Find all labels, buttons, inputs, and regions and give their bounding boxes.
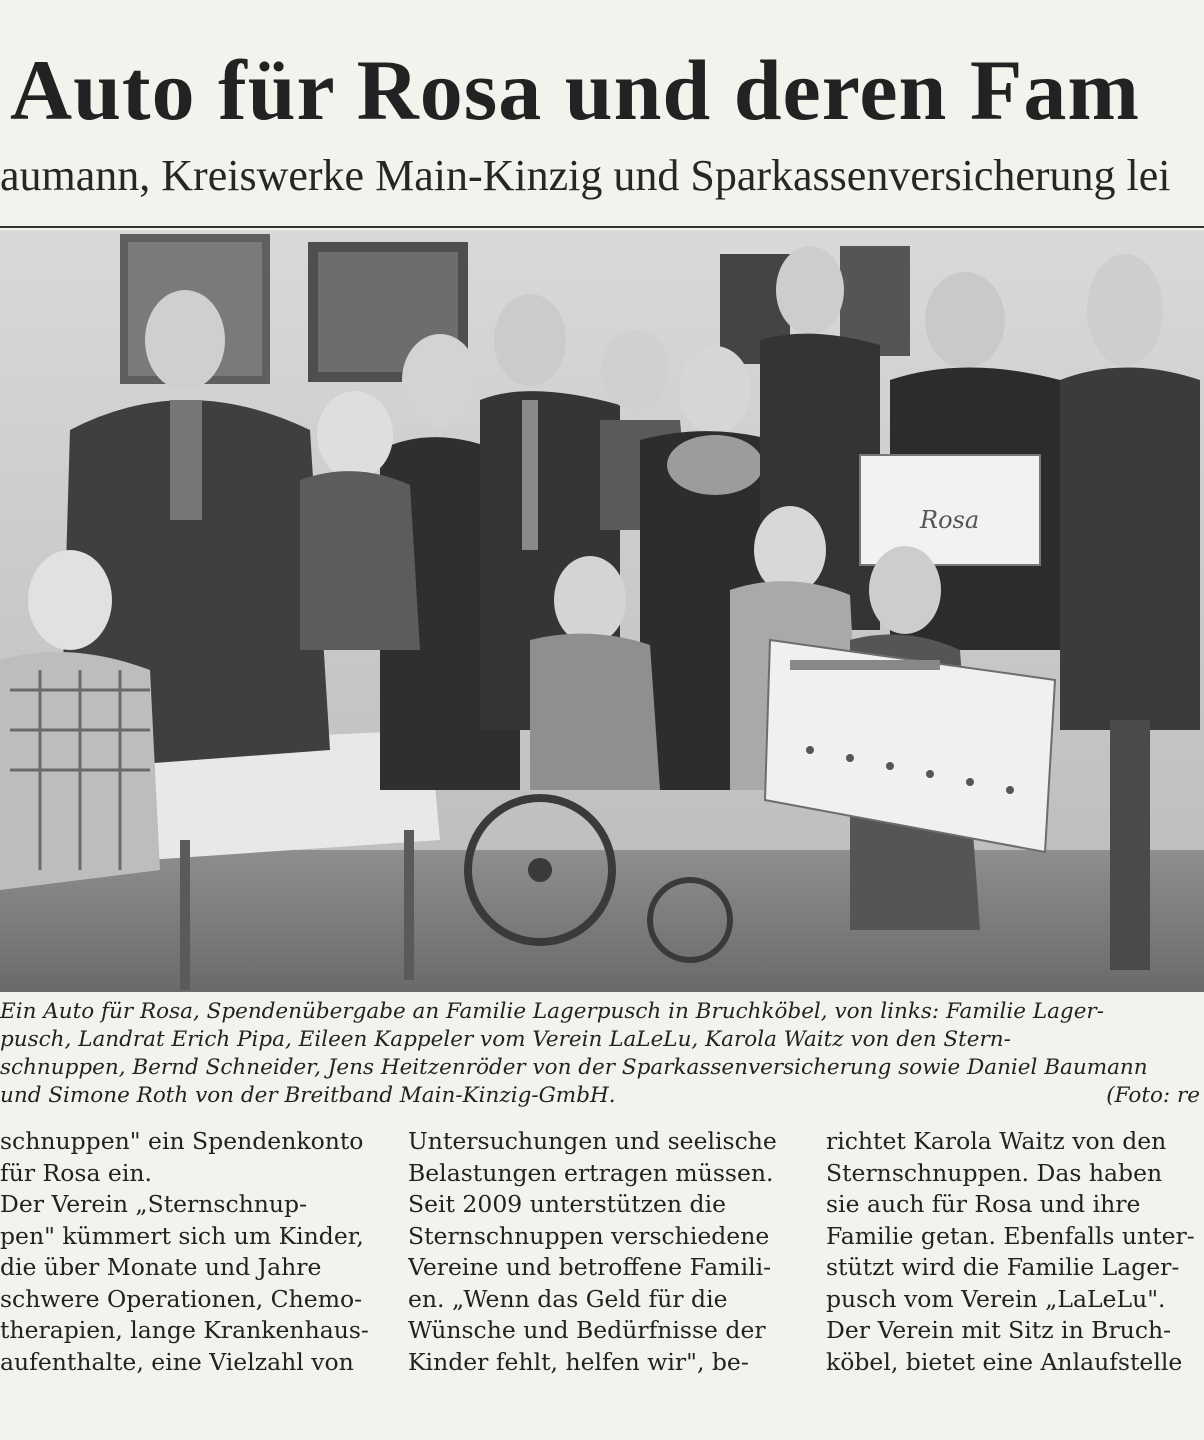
article-column-3 bbox=[826, 1126, 1204, 1378]
caption-line: Ein Auto für Rosa, Spendenübergabe an Familie Lagerpusch in Bruchköbel, von links: Familie Lager- bbox=[0, 999, 1104, 1024]
photo-credit: (Foto: re bbox=[1106, 1083, 1200, 1108]
body-line: Sternschnuppen verschiedene bbox=[408, 1221, 770, 1250]
body-line: richtet Karola Waitz von den bbox=[826, 1127, 1167, 1155]
body-line: Familie getan. Ebenfalls unter- bbox=[826, 1221, 1195, 1250]
body-line: Wünsche und Bedürfnisse der bbox=[408, 1316, 766, 1344]
body-line: für Rosa ein. bbox=[0, 1158, 152, 1187]
body-line: pusch vom Verein „LaLeLu". bbox=[826, 1284, 1166, 1313]
subheadline: aumann, Kreiswerke Main-Kinzig und Sparkassenversicherung lei bbox=[0, 151, 1171, 200]
article-body bbox=[0, 1126, 1204, 1440]
body-line: sie auch für Rosa und ihre bbox=[826, 1190, 1141, 1218]
caption-line: schnuppen, Bernd Schneider, Jens Heitzenröder von der Sparkassenversicherung sowie Daniel Baumann bbox=[0, 1055, 1148, 1080]
body-line: Vereine und betroffene Famili- bbox=[408, 1253, 772, 1281]
body-line: pen" kümmert sich um Kinder, bbox=[0, 1221, 364, 1250]
caption-line: pusch, Landrat Erich Pipa, Eileen Kappeler vom Verein LaLeLu, Karola Waitz von den Stern- bbox=[0, 1027, 1011, 1052]
group-photo-illustration bbox=[0, 230, 1204, 992]
body-line: Untersuchungen und seelische bbox=[408, 1127, 777, 1155]
body-line: aufenthalte, eine Vielzahl von bbox=[0, 1347, 354, 1376]
body-line: schwere Operationen, Chemo- bbox=[0, 1284, 363, 1313]
photo-caption bbox=[0, 998, 1204, 1116]
body-line: köbel, bietet eine Anlaufstelle bbox=[826, 1347, 1183, 1376]
article-column-1 bbox=[0, 1126, 382, 1378]
headline-rule bbox=[0, 226, 1204, 228]
body-line: Der Verein „Sternschnup- bbox=[0, 1190, 308, 1218]
body-line: Belastungen ertragen müssen. bbox=[408, 1158, 774, 1187]
article-column-2 bbox=[408, 1126, 800, 1378]
group-photo bbox=[0, 230, 1204, 992]
caption-line: und Simone Roth von der Breitband Main-Kinzig-GmbH. bbox=[0, 1083, 616, 1108]
body-line: schnuppen" ein Spendenkonto bbox=[0, 1127, 364, 1155]
body-line: stützt wird die Familie Lager- bbox=[826, 1253, 1180, 1281]
body-line: therapien, lange Krankenhaus- bbox=[0, 1316, 369, 1344]
body-line: die über Monate und Jahre bbox=[0, 1253, 322, 1281]
body-line: en. „Wenn das Geld für die bbox=[408, 1284, 728, 1313]
body-line: Kinder fehlt, helfen wir", be- bbox=[408, 1347, 749, 1376]
body-line: Seit 2009 unterstützen die bbox=[408, 1190, 727, 1218]
body-line: Sternschnuppen. Das haben bbox=[826, 1158, 1163, 1187]
body-line: Der Verein mit Sitz in Bruch- bbox=[826, 1316, 1172, 1344]
headline: Auto für Rosa und deren Fam bbox=[10, 42, 1141, 138]
check-text: Rosa bbox=[920, 506, 980, 534]
